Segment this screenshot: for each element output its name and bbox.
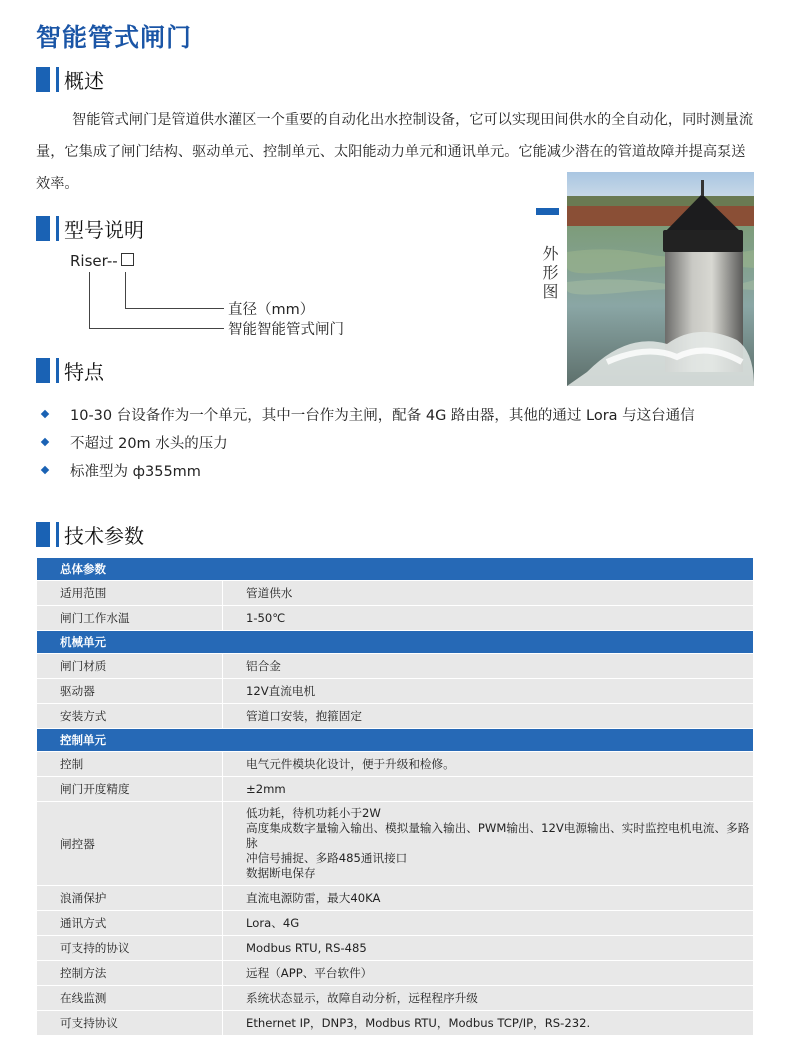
spec-key: 可支持的协议 xyxy=(37,936,223,961)
section-features-header xyxy=(36,356,104,385)
spec-group-row xyxy=(37,729,754,752)
spec-table xyxy=(36,557,754,1036)
section-specs-header xyxy=(36,520,144,549)
spec-key: 闸门工作水温 xyxy=(37,606,223,631)
spec-value: ±2mm xyxy=(223,777,754,802)
spec-value: 管道供水 xyxy=(223,581,754,606)
caption-marker xyxy=(536,208,559,215)
spec-key: 安装方式 xyxy=(37,704,223,729)
section-title: 型号说明 xyxy=(64,218,144,242)
diamond-bullet-icon xyxy=(41,466,49,474)
feature-item xyxy=(40,400,695,428)
spec-row xyxy=(37,911,754,936)
spec-row xyxy=(37,679,754,704)
spec-value: 12V直流电机 xyxy=(223,679,754,704)
callout-line-name xyxy=(89,272,224,329)
spec-value-line: 低功耗，待机功耗小于2W xyxy=(246,806,381,820)
diamond-bullet-icon xyxy=(41,438,49,446)
spec-row xyxy=(37,936,754,961)
spec-value: 电气元件模块化设计，便于升级和检修。 xyxy=(223,752,754,777)
spec-row xyxy=(37,961,754,986)
spec-row xyxy=(37,581,754,606)
feature-text: 不超过 20m 水头的压力 xyxy=(70,435,228,452)
spec-group-title: 控制单元 xyxy=(37,729,754,752)
spec-key: 可支持协议 xyxy=(37,1011,223,1036)
section-marker xyxy=(36,67,50,92)
photo-label: 外形图 xyxy=(540,245,559,302)
feature-item xyxy=(40,428,695,456)
section-title: 特点 xyxy=(64,360,104,384)
spec-value: 铝合金 xyxy=(223,654,754,679)
callout-diameter: 直径（mm） xyxy=(228,302,315,318)
section-title: 技术参数 xyxy=(64,524,144,548)
feature-item xyxy=(40,456,695,484)
spec-row xyxy=(37,752,754,777)
section-marker xyxy=(36,522,50,547)
spec-key: 闸门材质 xyxy=(37,654,223,679)
spec-group-row xyxy=(37,631,754,654)
model-code-text: Riser-- xyxy=(70,252,118,270)
feature-text: 10-30 台设备作为一个单元，其中一台作为主闸，配备 4G 路由器，其他的通过 Lora 与这台通信 xyxy=(70,407,695,424)
section-marker xyxy=(36,216,50,241)
spec-key: 控制方法 xyxy=(37,961,223,986)
spec-value: 1-50℃ xyxy=(223,606,754,631)
spec-group-title: 机械单元 xyxy=(37,631,754,654)
spec-row xyxy=(37,777,754,802)
photo-caption xyxy=(536,208,561,302)
spec-key: 通讯方式 xyxy=(37,911,223,936)
product-photo-image xyxy=(567,172,754,386)
diamond-bullet-icon xyxy=(41,410,49,418)
spec-value: Modbus RTU, RS-485 xyxy=(223,936,754,961)
spec-key: 控制 xyxy=(37,752,223,777)
model-placeholder-box xyxy=(121,253,134,266)
spec-value-line: 数据断电保存 xyxy=(246,866,316,880)
spec-key: 在线监测 xyxy=(37,986,223,1011)
spec-key: 浪涌保护 xyxy=(37,886,223,911)
spec-row xyxy=(37,802,754,886)
model-code xyxy=(70,252,134,270)
spec-row xyxy=(37,986,754,1011)
spec-row xyxy=(37,654,754,679)
spec-key: 闸门开度精度 xyxy=(37,777,223,802)
section-model-header xyxy=(36,214,144,243)
spec-key: 驱动器 xyxy=(37,679,223,704)
spec-value: 系统状态显示，故障自动分析，远程程序升级 xyxy=(223,986,754,1011)
spec-row xyxy=(37,1011,754,1036)
spec-group-row xyxy=(37,558,754,581)
spec-value: Ethernet IP，DNP3，Modbus RTU，Modbus TCP/IP，RS-232. xyxy=(223,1011,754,1036)
spec-value: 管道口安装，抱箍固定 xyxy=(223,704,754,729)
feature-list xyxy=(40,400,695,484)
section-overview-header xyxy=(36,65,104,94)
spec-row xyxy=(37,606,754,631)
spec-row xyxy=(37,886,754,911)
spec-value: Lora、4G xyxy=(223,911,754,936)
spec-value-multiline xyxy=(223,802,754,886)
spec-value: 远程（APP、平台软件） xyxy=(223,961,754,986)
feature-text: 标准型为 ф355mm xyxy=(70,463,201,480)
spec-value: 直流电源防雷，最大40KA xyxy=(223,886,754,911)
spec-row xyxy=(37,704,754,729)
callout-product-name: 智能智能管式闸门 xyxy=(228,322,344,338)
spec-key: 适用范围 xyxy=(37,581,223,606)
spec-value-line: 高度集成数字量输入输出、模拟量输入输出、PWM输出、12V电源输出、实时监控电机电流、多路脉 xyxy=(246,821,750,850)
spec-key: 闸控器 xyxy=(37,802,223,886)
page-title: 智能管式闸门 xyxy=(36,23,193,52)
section-marker xyxy=(36,358,50,383)
product-photo xyxy=(567,172,754,386)
section-title: 概述 xyxy=(64,69,104,93)
overview-paragraph: 智能管式闸门是管道供水灌区一个重要的自动化出水控制设备，它可以实现田间供水的全自动化，同时测量流量，它集成了闸门结构、驱动单元、控制单元、太阳能动力单元和通讯单元。它能减少潜在的管道故障并提高泵送效率。 xyxy=(36,112,754,192)
spec-group-title: 总体参数 xyxy=(37,558,754,581)
spec-value-line: 冲信号捕捉、多路485通讯接口 xyxy=(246,851,408,865)
